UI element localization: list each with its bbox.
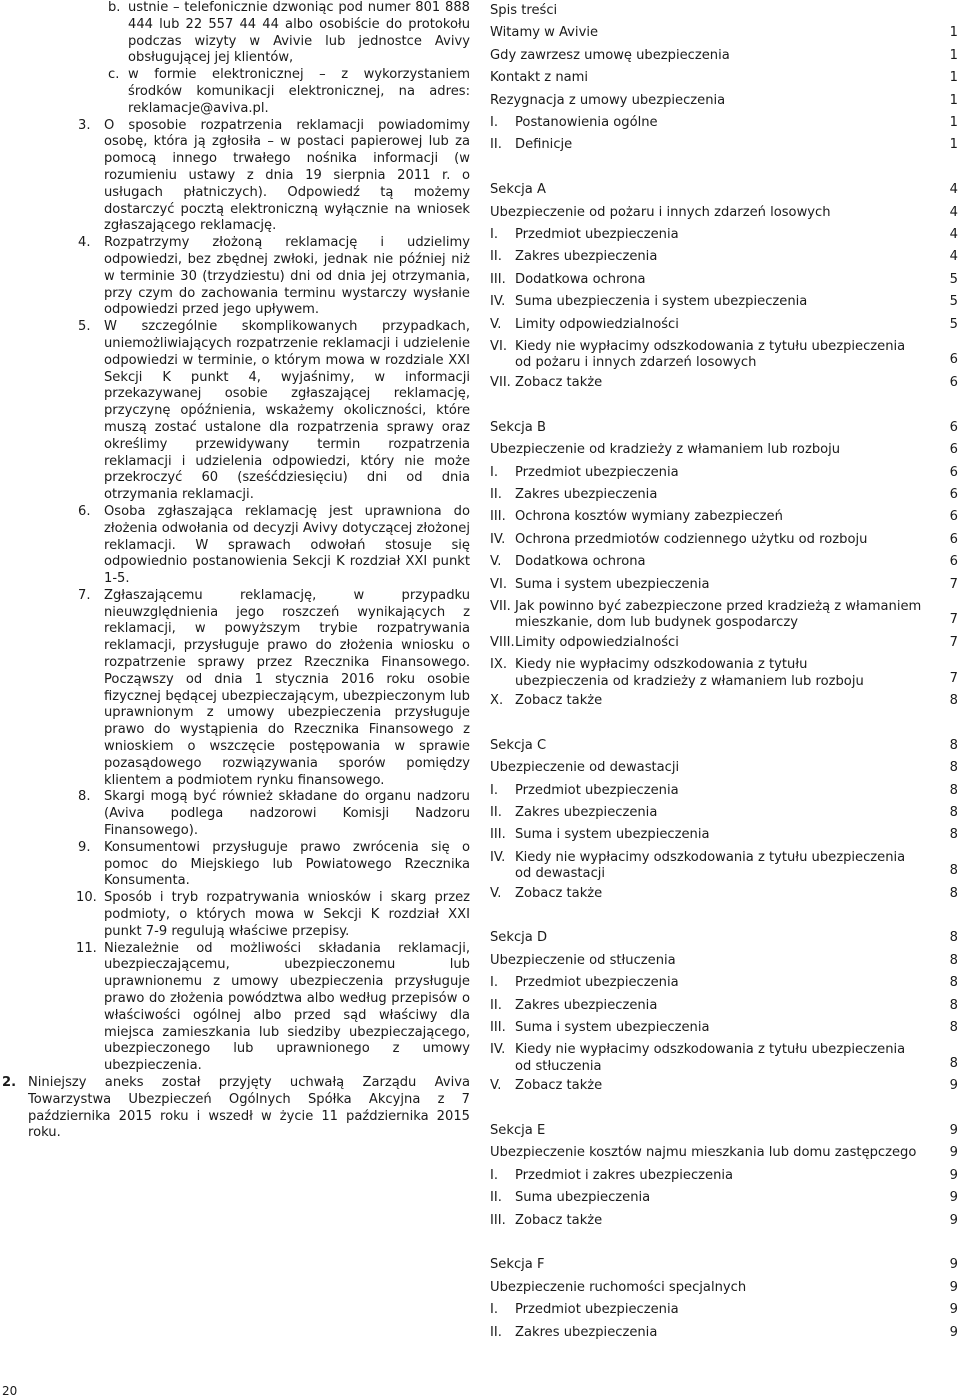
toc-section-heading[interactable] (490, 179, 958, 201)
toc-entry-title: Suma i system ubezpieczenia (515, 576, 710, 592)
toc-section-title: Sekcja B (490, 419, 546, 435)
toc-entry-label (490, 596, 938, 632)
toc-entry-title: Ubezpieczenie od stłuczenia (490, 952, 676, 968)
toc-entry[interactable] (490, 202, 958, 224)
toc-entry-title: Ochrona przedmiotów codziennego użytku od rozboju (515, 531, 868, 547)
toc-entry[interactable] (490, 1142, 958, 1164)
toc-entry-label (490, 1210, 938, 1232)
toc-entry-label (490, 780, 938, 802)
toc-entry-title: Ubezpieczenie kosztów najmu mieszkania lub domu zastępczego (490, 1145, 917, 1161)
toc-entry-title: Definicje (515, 137, 573, 153)
toc-entry[interactable] (490, 134, 958, 156)
toc-entry-label (490, 1142, 938, 1164)
list-item (0, 941, 470, 1075)
page-number: 20 (2, 1384, 18, 1398)
toc-entry-title: Kontakt z nami (490, 70, 589, 86)
toc-entry-label (490, 1075, 938, 1097)
sub-item-marker: c. (108, 67, 120, 83)
toc-entry-page: 8 (949, 1055, 958, 1071)
toc-entry[interactable] (490, 1075, 958, 1097)
toc-entry[interactable] (490, 45, 958, 67)
toc-entry-numeral: I. (490, 975, 499, 991)
paragraph-marker: 2. (2, 1075, 17, 1090)
toc-entry-label (490, 484, 938, 506)
toc-entry-title-continued: od dewastacji (515, 866, 606, 882)
toc-entry-numeral: V. (490, 1078, 502, 1094)
toc-entry-page: 8 (949, 997, 958, 1013)
toc-entry-numeral: VII. (490, 374, 511, 390)
toc-entry-page: 9 (949, 1190, 958, 1206)
toc-entry-label (490, 246, 938, 268)
toc-entry-title: Przedmiot ubezpieczenia (515, 464, 679, 480)
toc-title: Spis treści (490, 3, 558, 18)
toc-entry-page: 6 (949, 509, 958, 525)
toc-entry-title: Zobacz także (515, 1212, 603, 1228)
toc-entry-numeral: II. (490, 137, 502, 153)
sub-item-marker: b. (108, 0, 121, 15)
toc-entry-title: Zakres ubezpieczenia (515, 804, 658, 820)
list-item-number: 3. (78, 117, 91, 133)
toc-entry[interactable] (490, 824, 958, 846)
toc-entry-numeral: I. (490, 115, 499, 131)
list-item-number: 5. (78, 319, 91, 335)
toc-entry-label (490, 1187, 938, 1209)
sub-item-b (0, 0, 470, 67)
numbered-list (0, 118, 470, 1075)
left-column (0, 0, 470, 1142)
toc-sections (490, 157, 958, 1344)
toc-entry[interactable] (490, 757, 958, 779)
toc-section-heading[interactable] (490, 927, 958, 949)
toc-entry-title: Limity odpowiedzialności (515, 316, 679, 332)
list-item (0, 588, 470, 790)
toc-entry-label (490, 202, 938, 224)
section-spacer (490, 394, 958, 416)
toc-section-page: 6 (949, 419, 958, 435)
toc-entry[interactable] (490, 690, 958, 712)
paragraph-text: Niniejszy aneks został przyjęty uchwałą Zarządu Aviva Towarzystwa Ubezpieczeń Ogólnych Spółka Akcyjna z 7 października 2015 roku i wszedł w życie 11 października 2015 roku. (28, 1075, 470, 1141)
toc-entry-numeral: X. (490, 692, 504, 708)
toc-entry-label (490, 883, 938, 905)
toc-section-heading[interactable] (490, 417, 958, 439)
toc-entry[interactable] (490, 654, 958, 690)
toc-entry-numeral: IV. (490, 849, 506, 865)
toc-entry-label (490, 551, 938, 573)
toc-entry-title: Rezygnacja z umowy ubezpieczenia (490, 92, 726, 108)
toc-entry-page: 9 (949, 1212, 958, 1228)
list-item-number: 10. (76, 890, 97, 906)
toc-entry-label (490, 314, 938, 336)
toc-entry-page: 8 (949, 952, 958, 968)
toc-entry-label (490, 1165, 938, 1187)
toc-entry[interactable] (490, 1017, 958, 1039)
toc-entry-page: 6 (949, 442, 958, 458)
toc-entry-numeral: IV. (490, 531, 506, 547)
toc-entry-title: Kiedy nie wypłacimy odszkodowania z tytułu ubezpieczenia (515, 849, 906, 865)
toc-section-page: 9 (949, 1123, 958, 1139)
toc-entry-title-continued: mieszkanie, dom lub budynek gospodarczy (515, 615, 798, 631)
toc-entry[interactable] (490, 551, 958, 573)
toc-entry[interactable] (490, 995, 958, 1017)
toc-entry-label (490, 45, 938, 67)
toc-entry-page: 1 (949, 137, 958, 153)
paragraph-2 (0, 1075, 470, 1142)
toc-entry[interactable] (490, 780, 958, 802)
toc-entry-label (490, 1039, 938, 1075)
toc-entry-title: Przedmiot ubezpieczenia (515, 782, 679, 798)
toc-entry-numeral: V. (490, 885, 502, 901)
toc-entry-numeral: I. (490, 782, 499, 798)
toc-entry-page: 6 (949, 531, 958, 547)
toc-entry-numeral: V. (490, 554, 502, 570)
toc-entry-page: 1 (949, 115, 958, 131)
toc-entry-numeral: III. (490, 509, 506, 525)
toc-entry[interactable] (490, 1277, 958, 1299)
list-item-text: Osoba zgłaszająca reklamację jest uprawniona do złożenia odwołania od decyzji Avivy dotyczącej złożonej reklamacji. W sprawach odwołań stosuje się odpowiednio postanowienia Sekcji K rozdział XXI punkt 1-5. (104, 503, 470, 587)
toc-entry-numeral: VI. (490, 576, 507, 592)
toc-entry-title: Limity odpowiedzialności (515, 634, 679, 650)
toc-entry-title-continued: od stłuczenia (515, 1058, 602, 1074)
toc-entry-title: Zakres ubezpieczenia (515, 486, 658, 502)
toc-entry-numeral: I. (490, 1167, 499, 1183)
toc-entry-page: 8 (949, 885, 958, 901)
toc-entry-numeral: IV. (490, 1042, 506, 1058)
section-spacer (490, 905, 958, 927)
toc-entry-page: 7 (949, 612, 958, 628)
toc-section-heading[interactable] (490, 1120, 958, 1142)
toc-entry[interactable] (490, 883, 958, 905)
toc-section-page: 9 (949, 1257, 958, 1273)
list-item-number: 11. (76, 940, 97, 956)
toc-section-page: 8 (949, 930, 958, 946)
toc-entry-page: 8 (949, 804, 958, 820)
toc-entry[interactable] (490, 372, 958, 394)
toc-section-title: Sekcja D (490, 930, 548, 946)
toc-entry-title: Kiedy nie wypłacimy odszkodowania z tytułu (515, 657, 808, 673)
toc-entry[interactable] (490, 224, 958, 246)
list-item-number: 6. (78, 503, 91, 519)
toc-entry-page: 1 (949, 47, 958, 63)
toc-entry-page: 6 (949, 352, 958, 368)
toc-entry-page: 6 (949, 554, 958, 570)
toc-entry-label (490, 1299, 938, 1321)
sub-item-text: w formie elektronicznej – z wykorzystaniem środków komunikacji elektronicznej, na adres: reklamacje@aviva.pl. (128, 67, 470, 116)
list-item (0, 789, 470, 839)
toc-entry-title: Ubezpieczenie od dewastacji (490, 760, 680, 776)
toc-entry-title: Ochrona kosztów wymiany zabezpieczeń (515, 509, 783, 525)
toc-intro-list (490, 22, 958, 156)
toc-section (490, 417, 958, 713)
toc-entry-title: Kiedy nie wypłacimy odszkodowania z tytułu ubezpieczenia (515, 339, 906, 355)
toc-entry[interactable] (490, 506, 958, 528)
toc-section (490, 735, 958, 905)
toc-entry-title: Ubezpieczenie od pożaru i innych zdarzeń losowych (490, 204, 831, 220)
list-item-text: Konsumentowi przysługuje prawo zwrócenia się o pomoc do Miejskiego lub Powiatowego Rzecznika Konsumenta. (104, 839, 470, 889)
toc-entry-page: 9 (949, 1279, 958, 1295)
list-item (0, 504, 470, 588)
toc-section (490, 1120, 958, 1232)
toc-entry-title: Zakres ubezpieczenia (515, 249, 658, 265)
toc-entry-label (490, 847, 938, 883)
toc-entry-label (490, 67, 938, 89)
toc-entry-numeral: II. (490, 249, 502, 265)
toc-entry[interactable] (490, 112, 958, 134)
toc-entry-title: Witamy w Avivie (490, 25, 599, 41)
toc-entry-numeral: I. (490, 464, 499, 480)
list-item (0, 840, 470, 890)
toc-entry-numeral: I. (490, 1302, 499, 1318)
toc-entry-label (490, 632, 938, 654)
toc-section-page: 8 (949, 737, 958, 753)
toc-entry-page: 1 (949, 70, 958, 86)
toc-entry[interactable] (490, 314, 958, 336)
toc-entry-title: Ubezpieczenie ruchomości specjalnych (490, 1279, 747, 1295)
toc-entry[interactable] (490, 1210, 958, 1232)
toc-entry[interactable] (490, 22, 958, 44)
list-item-text: Zgłaszającemu reklamację, w przypadku nieuwzględnienia jego roszczeń wynikających z reklamacji, w powyższym trybie rozpatrywania reklamacji, przysługuje prawo do złożenia wniosku o rozpatrzenie sprawy przez Rzecznika Finansowego. Począwszy od dnia 1 stycznia 2016 roku osobie fizycznej będącej ubezpieczającym, ubezpieczonym lub uprawnionym z umowy ubezpieczenia przysługuje prawo do wystąpienia do Rzecznika Finansowego z wnioskiem o wszczęcie postępowania w sprawie pozasądowego rozwiązywania sporów pomiędzy klientem a podmiotem rynku finansowego. (104, 587, 470, 788)
toc-entry-label (490, 757, 938, 779)
section-spacer (490, 1232, 958, 1254)
list-item (0, 118, 470, 236)
toc-entry-label (490, 690, 938, 712)
toc-entry-numeral: VI. (490, 339, 507, 355)
toc-section-title: Sekcja C (490, 737, 547, 753)
toc-entry-title: Zobacz także (515, 692, 603, 708)
toc-entry[interactable] (490, 1322, 958, 1344)
toc-entry[interactable] (490, 1299, 958, 1321)
toc-entry-title: Gdy zawrzesz umowę ubezpieczenia (490, 47, 730, 63)
toc-entry[interactable] (490, 291, 958, 313)
toc-entry[interactable] (490, 1039, 958, 1075)
toc-entry-label (490, 1017, 938, 1039)
toc-entry-label (490, 529, 938, 551)
toc-entry-label (490, 90, 938, 112)
toc-entry-label (490, 439, 938, 461)
toc-entry-title: Kiedy nie wypłacimy odszkodowania z tytułu ubezpieczenia (515, 1042, 906, 1058)
list-item (0, 890, 470, 940)
toc-entry-label (490, 1277, 938, 1299)
toc-entry-title: Zakres ubezpieczenia (515, 997, 658, 1013)
toc-entry-page: 6 (949, 464, 958, 480)
toc-entry-page: 1 (949, 92, 958, 108)
toc-entry-title: Suma i system ubezpieczenia (515, 1020, 710, 1036)
toc-entry[interactable] (490, 90, 958, 112)
toc-entry-numeral: III. (490, 271, 506, 287)
toc-entry-page: 5 (949, 271, 958, 287)
section-spacer (490, 1098, 958, 1120)
toc-entry-title: Przedmiot i zakres ubezpieczenia (515, 1167, 734, 1183)
list-item (0, 235, 470, 319)
toc-section-heading[interactable] (490, 1254, 958, 1276)
toc-entry-label (490, 574, 938, 596)
table-of-contents (490, 0, 958, 1344)
toc-section (490, 1254, 958, 1344)
toc-entry-label (490, 291, 938, 313)
toc-section-heading[interactable] (490, 735, 958, 757)
toc-entry-title: Suma ubezpieczenia i system ubezpieczenia (515, 294, 808, 310)
toc-entry-page: 8 (949, 760, 958, 776)
section-spacer (490, 712, 958, 734)
toc-entry-title: Zakres ubezpieczenia (515, 1324, 658, 1340)
toc-entry-title-continued: ubezpieczenia od kradzieży z włamaniem lub rozboju (515, 673, 864, 689)
toc-entry-label (490, 654, 938, 690)
toc-entry-label (490, 336, 938, 372)
toc-entry-numeral: III. (490, 1212, 506, 1228)
toc-entry[interactable] (490, 1165, 958, 1187)
toc-section-page: 4 (949, 182, 958, 198)
toc-entry-page: 8 (949, 975, 958, 991)
toc-entry-label (490, 1322, 938, 1344)
toc-entry-page: 7 (949, 634, 958, 650)
toc-entry-title: Suma ubezpieczenia (515, 1190, 651, 1206)
toc-section (490, 179, 958, 394)
toc-entry-numeral: III. (490, 827, 506, 843)
toc-entry-numeral: VII. (490, 598, 511, 614)
toc-entry[interactable] (490, 802, 958, 824)
toc-entry[interactable] (490, 950, 958, 972)
list-item-text: O sposobie rozpatrzenia reklamacji powiadomimy osobę, która ją zgłosiła – w postaci papierowej lub za pomocą innego trwałego nośnika informacji (w rozumieniu ustawy z dnia 19 sierpnia 2011 r. o usługach płatniczych). Odpowiedź tą możemy dostarczyć pocztą elektroniczną wyłącznie na wniosek zgłaszającego reklamację. (104, 117, 470, 234)
toc-entry-label (490, 995, 938, 1017)
toc-entry[interactable] (490, 269, 958, 291)
toc-entry-title: Przedmiot ubezpieczenia (515, 1302, 679, 1318)
toc-entry[interactable] (490, 596, 958, 632)
toc-entry-page: 4 (949, 204, 958, 220)
toc-entry-numeral: IX. (490, 657, 507, 673)
toc-section-title: Sekcja F (490, 1257, 545, 1273)
toc-entry-title: Ubezpieczenie od kradzieży z włamaniem lub rozboju (490, 442, 841, 458)
section-spacer (490, 157, 958, 179)
toc-entry-page: 9 (949, 1324, 958, 1340)
toc-entry[interactable] (490, 484, 958, 506)
toc-entry-page: 8 (949, 692, 958, 708)
toc-entry-numeral: II. (490, 997, 502, 1013)
toc-entry-label (490, 802, 938, 824)
list-item-text: Sposób i tryb rozpatrywania wniosków i skarg przez podmioty, o których mowa w Sekcji K rozdział XXI punkt 7-9 regulują właściwe przepisy. (104, 890, 470, 939)
sub-item-text: ustnie – telefonicznie dzwoniąc pod numer 801 888 444 lub 22 557 44 44 albo osobiście do protokołu podczas wizyty w Avivie lub jednostce Avivy obsługującej jej klientów, (128, 0, 470, 66)
toc-entry-numeral: II. (490, 486, 502, 502)
toc-entry-page: 9 (949, 1145, 958, 1161)
toc-entry-numeral: V. (490, 316, 502, 332)
sub-item-c (0, 67, 470, 117)
toc-entry[interactable] (490, 847, 958, 883)
toc-entry-page: 9 (949, 1167, 958, 1183)
toc-entry-numeral: III. (490, 1020, 506, 1036)
toc-entry-title: Dodatkowa ochrona (515, 554, 646, 570)
toc-entry-numeral: II. (490, 1324, 502, 1340)
toc-entry-label (490, 269, 938, 291)
toc-section-title: Sekcja E (490, 1123, 546, 1139)
toc-entry-title: Suma i system ubezpieczenia (515, 827, 710, 843)
toc-entry[interactable] (490, 336, 958, 372)
toc-entry-title: Przedmiot ubezpieczenia (515, 227, 679, 243)
toc-entry[interactable] (490, 1187, 958, 1209)
toc-entry-title: Jak powinno być zabezpieczone przed kradzieżą z włamaniem (515, 598, 922, 614)
list-item-number: 7. (78, 587, 91, 603)
list-item-number: 9. (78, 839, 91, 855)
toc-entry-page: 9 (949, 1302, 958, 1318)
toc-entry-title: Dodatkowa ochrona (515, 271, 646, 287)
toc-entry[interactable] (490, 529, 958, 551)
toc-entry-page: 8 (949, 1020, 958, 1036)
toc-entry-title: Zobacz także (515, 1078, 603, 1094)
toc-entry[interactable] (490, 67, 958, 89)
toc-entry-title: Przedmiot ubezpieczenia (515, 975, 679, 991)
list-item-text: Niezależnie od możliwości składania reklamacji, ubezpieczającemu, ubezpieczonemu lub uprawnionemu z umowy ubezpieczenia przysługuje prawo do złożenia powództwa albo według przepisów o właściwości ogólnej albo przed sąd właściwy dla miejsca zamieszkania lub siedziby ubezpieczającego, ubezpieczonego lub uprawnionego z umowy ubezpieczenia. (104, 940, 470, 1074)
list-item-number: 4. (78, 235, 91, 251)
toc-entry-page: 8 (949, 863, 958, 879)
toc-entry-numeral: IV. (490, 294, 506, 310)
toc-entry-title: Zobacz także (515, 885, 603, 901)
toc-entry-page: 5 (949, 294, 958, 310)
toc-section-title: Sekcja A (490, 182, 546, 198)
toc-entry-page: 1 (949, 25, 958, 41)
toc-entry-page: 9 (949, 1078, 958, 1094)
toc-section (490, 927, 958, 1097)
toc-entry-title-continued: od pożaru i innych zdarzeń losowych (515, 355, 757, 371)
toc-entry-numeral: VIII. (490, 634, 515, 650)
toc-entry-label (490, 112, 938, 134)
toc-entry[interactable] (490, 972, 958, 994)
toc-entry-page: 5 (949, 316, 958, 332)
toc-entry-label (490, 22, 938, 44)
toc-entry-page: 7 (949, 576, 958, 592)
toc-entry-label (490, 824, 938, 846)
toc-entry-title: Postanowienia ogólne (515, 115, 658, 131)
toc-entry-page: 8 (949, 782, 958, 798)
toc-entry[interactable] (490, 462, 958, 484)
toc-entry-label (490, 372, 938, 394)
toc-entry[interactable] (490, 574, 958, 596)
list-item-text: Skargi mogą być również składane do organu nadzoru (Aviva podlega nadzorowi Komisji Nadzoru Finansowego). (104, 789, 470, 839)
toc-entry-label (490, 134, 938, 156)
toc-entry-numeral: II. (490, 1190, 502, 1206)
toc-entry-label (490, 950, 938, 972)
toc-entry-label (490, 972, 938, 994)
toc-entry-page: 8 (949, 827, 958, 843)
toc-entry-page: 6 (949, 374, 958, 390)
toc-entry-page: 6 (949, 486, 958, 502)
list-item (0, 319, 470, 504)
toc-entry-numeral: II. (490, 804, 502, 820)
list-item-text: W szczególnie skomplikowanych przypadkach, uniemożliwiających rozpatrzenie reklamacji i udzielenie odpowiedzi w terminie, o którym mowa w rozdziale XXI Sekcji K punkt 4, wyjaśnimy, w informacji przekazywanej osobie zgłaszającej reklamację, przyczynę opóźnienia, wskażemy okoliczności, które muszą zostać ustalone dla rozpatrzenia sprawy oraz określimy przewidywany termin rozpatrzenia reklamacji i udzielenia odpowiedzi, który nie może przekroczyć 60 (sześćdziesięciu) dni od dnia otrzymania reklamacji. (104, 319, 470, 503)
toc-entry-label (490, 506, 938, 528)
toc-entry[interactable] (490, 246, 958, 268)
toc-entry-page: 4 (949, 249, 958, 265)
list-item-number: 8. (78, 789, 91, 805)
toc-entry-page: 7 (949, 670, 958, 686)
toc-entry-page: 4 (949, 227, 958, 243)
toc-entry-label (490, 462, 938, 484)
toc-entry[interactable] (490, 632, 958, 654)
list-item-text: Rozpatrzymy złożoną reklamację i udzielimy odpowiedzi, bez zbędnej zwłoki, jednak nie później niż w terminie 30 (trzydziestu) dni od dnia jej otrzymania, przy czym do zachowania terminu wystarczy wysłanie odpowiedzi przed jego upływem. (104, 235, 470, 318)
toc-entry-label (490, 224, 938, 246)
toc-entry-title: Zobacz także (515, 374, 603, 390)
toc-entry[interactable] (490, 439, 958, 461)
toc-entry-numeral: I. (490, 227, 499, 243)
